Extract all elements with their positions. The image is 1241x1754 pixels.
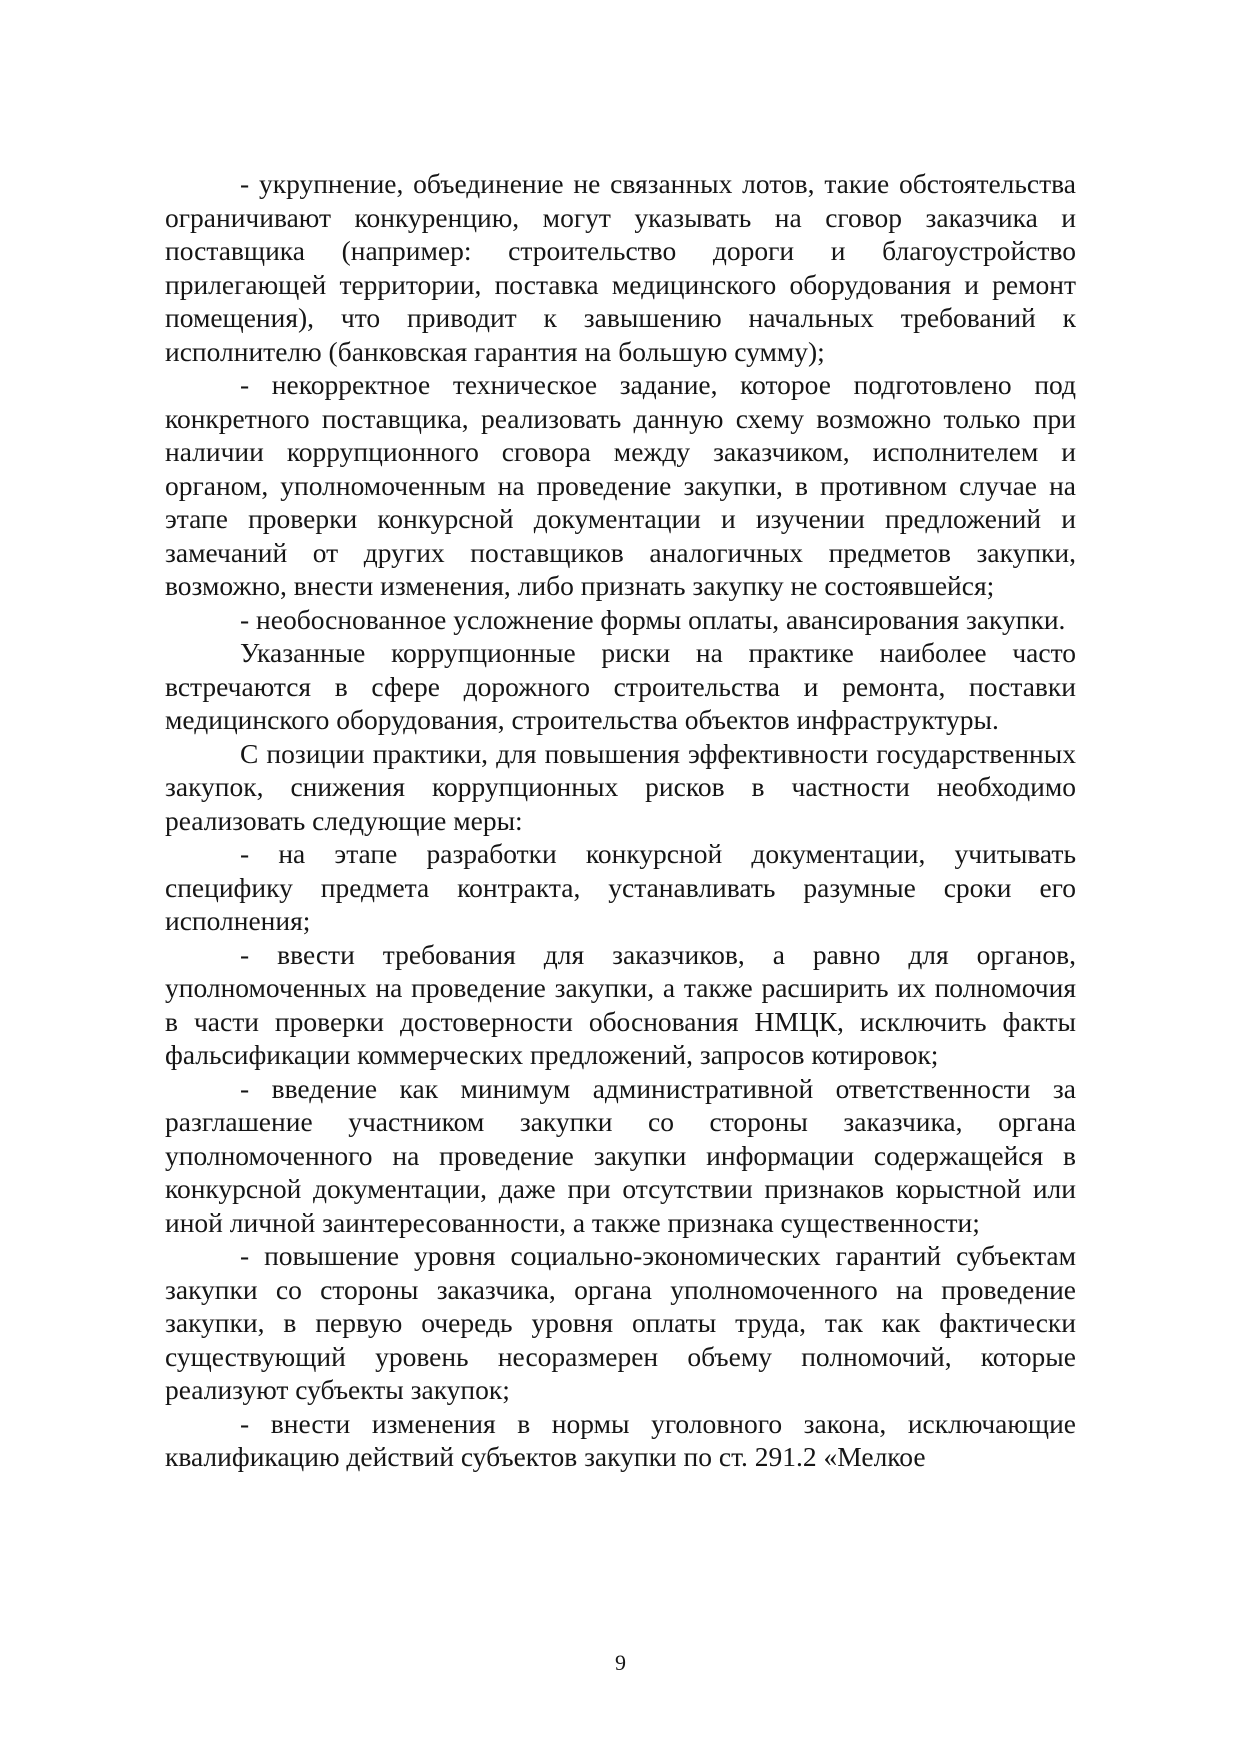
paragraph-measure-guarantees: - повышение уровня социально-экономических гарантий субъектам закупки со стороны заказчика, органа уполномоченного на проведение закупки, в первую очередь уровня оплаты труда, так как фактически существующий уровень несоразмерен объему полномочий, которые реализуют субъекты закупок; — [165, 1240, 1076, 1405]
paragraph-risk-areas: Указанные коррупционные риски на практике наиболее часто встречаются в сфере дорожного строительства и ремонта, поставки медицинского оборудования, строительства объектов инфраструктуры. — [165, 637, 1076, 735]
paragraph-measures-intro: С позиции практики, для повышения эффективности государственных закупок, снижения коррупционных рисков в частности необходимо реализовать следующие меры: — [165, 737, 1076, 836]
paragraph-measure-requirements: - ввести требования для заказчиков, а равно для органов, уполномоченных на проведение закупки, а также расширить их полномочия в части проверки достоверности обоснования НМЦК, исключить факты фальсификации коммерческих предложений, запросов котировок; — [165, 938, 1076, 1070]
paragraph-measure-criminal-law: - внести изменения в нормы уголовного закона, исключающие квалификацию действий субъектов закупки по ст. 291.2 «Мелкое — [165, 1407, 1076, 1472]
paragraph-measure-documentation: - на этапе разработки конкурсной документации, учитывать специфику предмета контракта, устанавливать разумные сроки его исполнения; — [165, 838, 1076, 936]
paragraph-incorrect-spec: - некорректное техническое задание, которое подготовлено под конкретного поставщика, реализовать данную схему возможно только при наличии коррупционного сговора между заказчиком, исполнителем и органом, уполномоченным на проведение закупки, в противном случае на этапе проверки конкурсной документации и изучении предложений и замечаний от других поставщиков аналогичных предметов закупки, возможно, внести изменения, либо признать закупку не состоявшейся; — [165, 369, 1076, 601]
page-body — [165, 167, 1076, 1474]
page-number: 9 — [615, 1650, 626, 1675]
paragraph-measure-liability: - введение как минимум административной ответственности за разглашение участником закупки со стороны заказчика, органа уполномоченного на проведение закупки информации содержащейся в конкурсной документации, даже при отсутствии признаков корыстной или иной личной заинтересованности, а также признака существенности; — [165, 1072, 1076, 1238]
paragraph-payment-complication: - необоснованное усложнение формы оплаты, авансирования закупки. — [240, 603, 1066, 635]
paragraph-lot-consolidation: - укрупнение, объединение не связанных лотов, такие обстоятельства ограничивают конкуренцию, могут указывать на сговор заказчика и поставщика (например: строительство дороги и благоустройство прилегающей территории, поставка медицинского оборудования и ремонт помещения), что приводит к завышению начальных требований к исполнителю (банковская гарантия на большую сумму); — [165, 168, 1076, 367]
